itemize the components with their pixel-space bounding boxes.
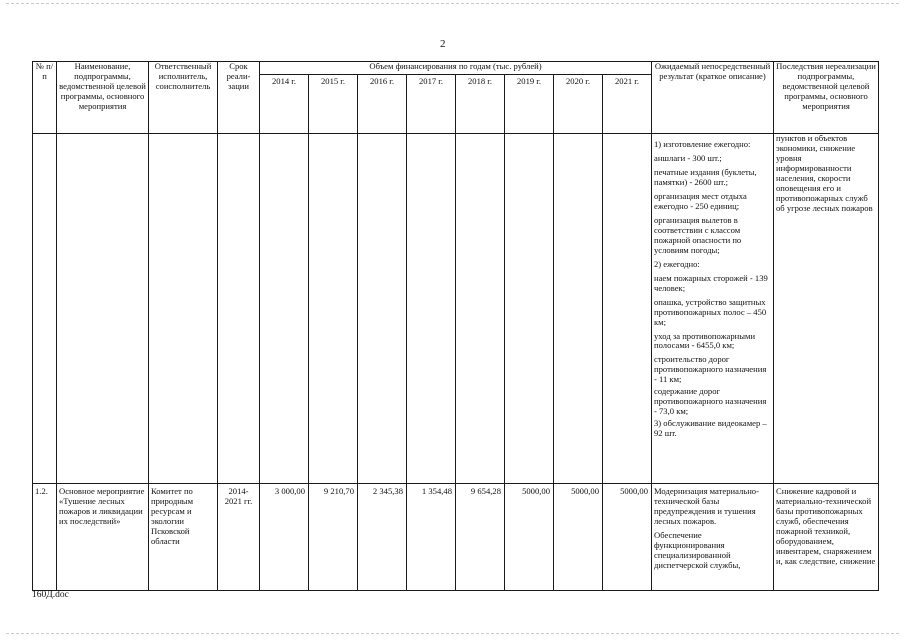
row1-value [603,134,652,484]
scan-top-edge [6,3,899,4]
result-item: организация вылетов в соответствии с классом пожарной опасности по условиям погоды; [654,214,742,255]
row1-consequences [774,134,879,484]
result-item: строительство дорог противопожарного назначения - 11 км; [654,354,767,385]
header-executor: Ответственный исполнитель, соисполнитель [149,62,218,134]
result-item: уход за противопожарными полосами - 6455,0 км; [654,330,756,351]
row2-value: 9 210,70 [309,484,358,591]
row2-consequences [774,484,879,591]
row1-executor [149,134,218,484]
header-financing: Объем финансирования по годам (тыс. рублей) [260,62,652,75]
result-item: печатные издания (буклеты, памятки) - 2600 шт.; [654,166,757,187]
row1-value [554,134,603,484]
result-item: опашка, устройство защитных противопожарных полос – 450 км; [654,296,767,327]
row2-value: 3 000,00 [260,484,309,591]
row2-term: 2014-2021 гг. [218,484,260,591]
row1-result [652,134,774,484]
table-row [33,484,879,591]
row2-value: 5000,00 [505,484,554,591]
row2-value: 2 345,38 [358,484,407,591]
header-result: Ожидаемый непосредственный результат (краткое описание) [652,62,774,134]
consequences-text: Снижение кадровой и материально-технической базы противопожарных служб, обеспечения пожарной техникой, оборудованием, инвентарем, снаряжением и, как следствие, снижение [776,486,876,566]
row2-value: 1 354,48 [407,484,456,591]
page-number: 2 [440,38,446,50]
consequences-text: пунктов и объектов экономики, снижение уровня информированности населения, скорости оповещения его и противопожарных служб об угрозе лесных пожаров [776,134,873,213]
header-year: 2016 г. [358,75,407,134]
row2-value: 9 654,28 [456,484,505,591]
header-year: 2017 г. [407,75,456,134]
header-consequences: Последствия нереализации подпрограммы, ведомственной целевой программы, основного мероприятия [774,62,879,134]
row1-value [309,134,358,484]
result-item: организация мест отдыха ежегодно - 250 единиц; [654,190,747,211]
result-item: аншлаги - 300 шт.; [654,152,722,163]
result-item: Модернизация материально-технической базы предупреждения и тушения лесных пожаров. [654,486,759,526]
result-item: 2) ежегодно: [654,258,700,269]
header-year: 2015 г. [309,75,358,134]
result-item: наем пожарных сторожей - 139 человек; [654,272,768,293]
header-year: 2018 г. [456,75,505,134]
row1-value [505,134,554,484]
result-item: 3) обслуживание видеокамер – 92 шт. [654,418,767,439]
row2-executor: Комитет по природным ресурсам и экологии Псковской области [149,484,218,591]
header-year: 2019 г. [505,75,554,134]
header-year: 2014 г. [260,75,309,134]
row2-value: 5000,00 [554,484,603,591]
row2-name: Основное мероприятие «Тушение лесных пожаров и ликвидации их последствий» [57,484,149,591]
table-row [33,134,879,484]
result-item: 1) изготовление ежегодно: [654,139,751,149]
scan-bottom-edge [6,633,899,634]
row1-value [407,134,456,484]
row1-value [260,134,309,484]
header-year: 2021 г. [603,75,652,134]
row1-value [358,134,407,484]
file-name-footer: 160Д.doc [32,590,69,600]
row2-value: 5000,00 [603,484,652,591]
header-name: Наименование, подпрограммы, ведомственной целевой программы, основного мероприятия [57,62,149,134]
row1-value [456,134,505,484]
result-item: содержание дорог противопожарного назначения - 73,0 км; [654,386,767,417]
header-row [33,62,879,75]
financing-table [32,61,879,591]
header-year: 2020 г. [554,75,603,134]
row1-name [57,134,149,484]
row1-num [33,134,57,484]
row2-num: 1.2. [33,484,57,591]
header-term: Срок реали-зации [218,62,260,134]
row1-term [218,134,260,484]
header-num: № п/п [33,62,57,134]
row2-result [652,484,774,591]
result-item: Обеспечение функционирования специализированной диспетчерской службы, [654,529,741,570]
